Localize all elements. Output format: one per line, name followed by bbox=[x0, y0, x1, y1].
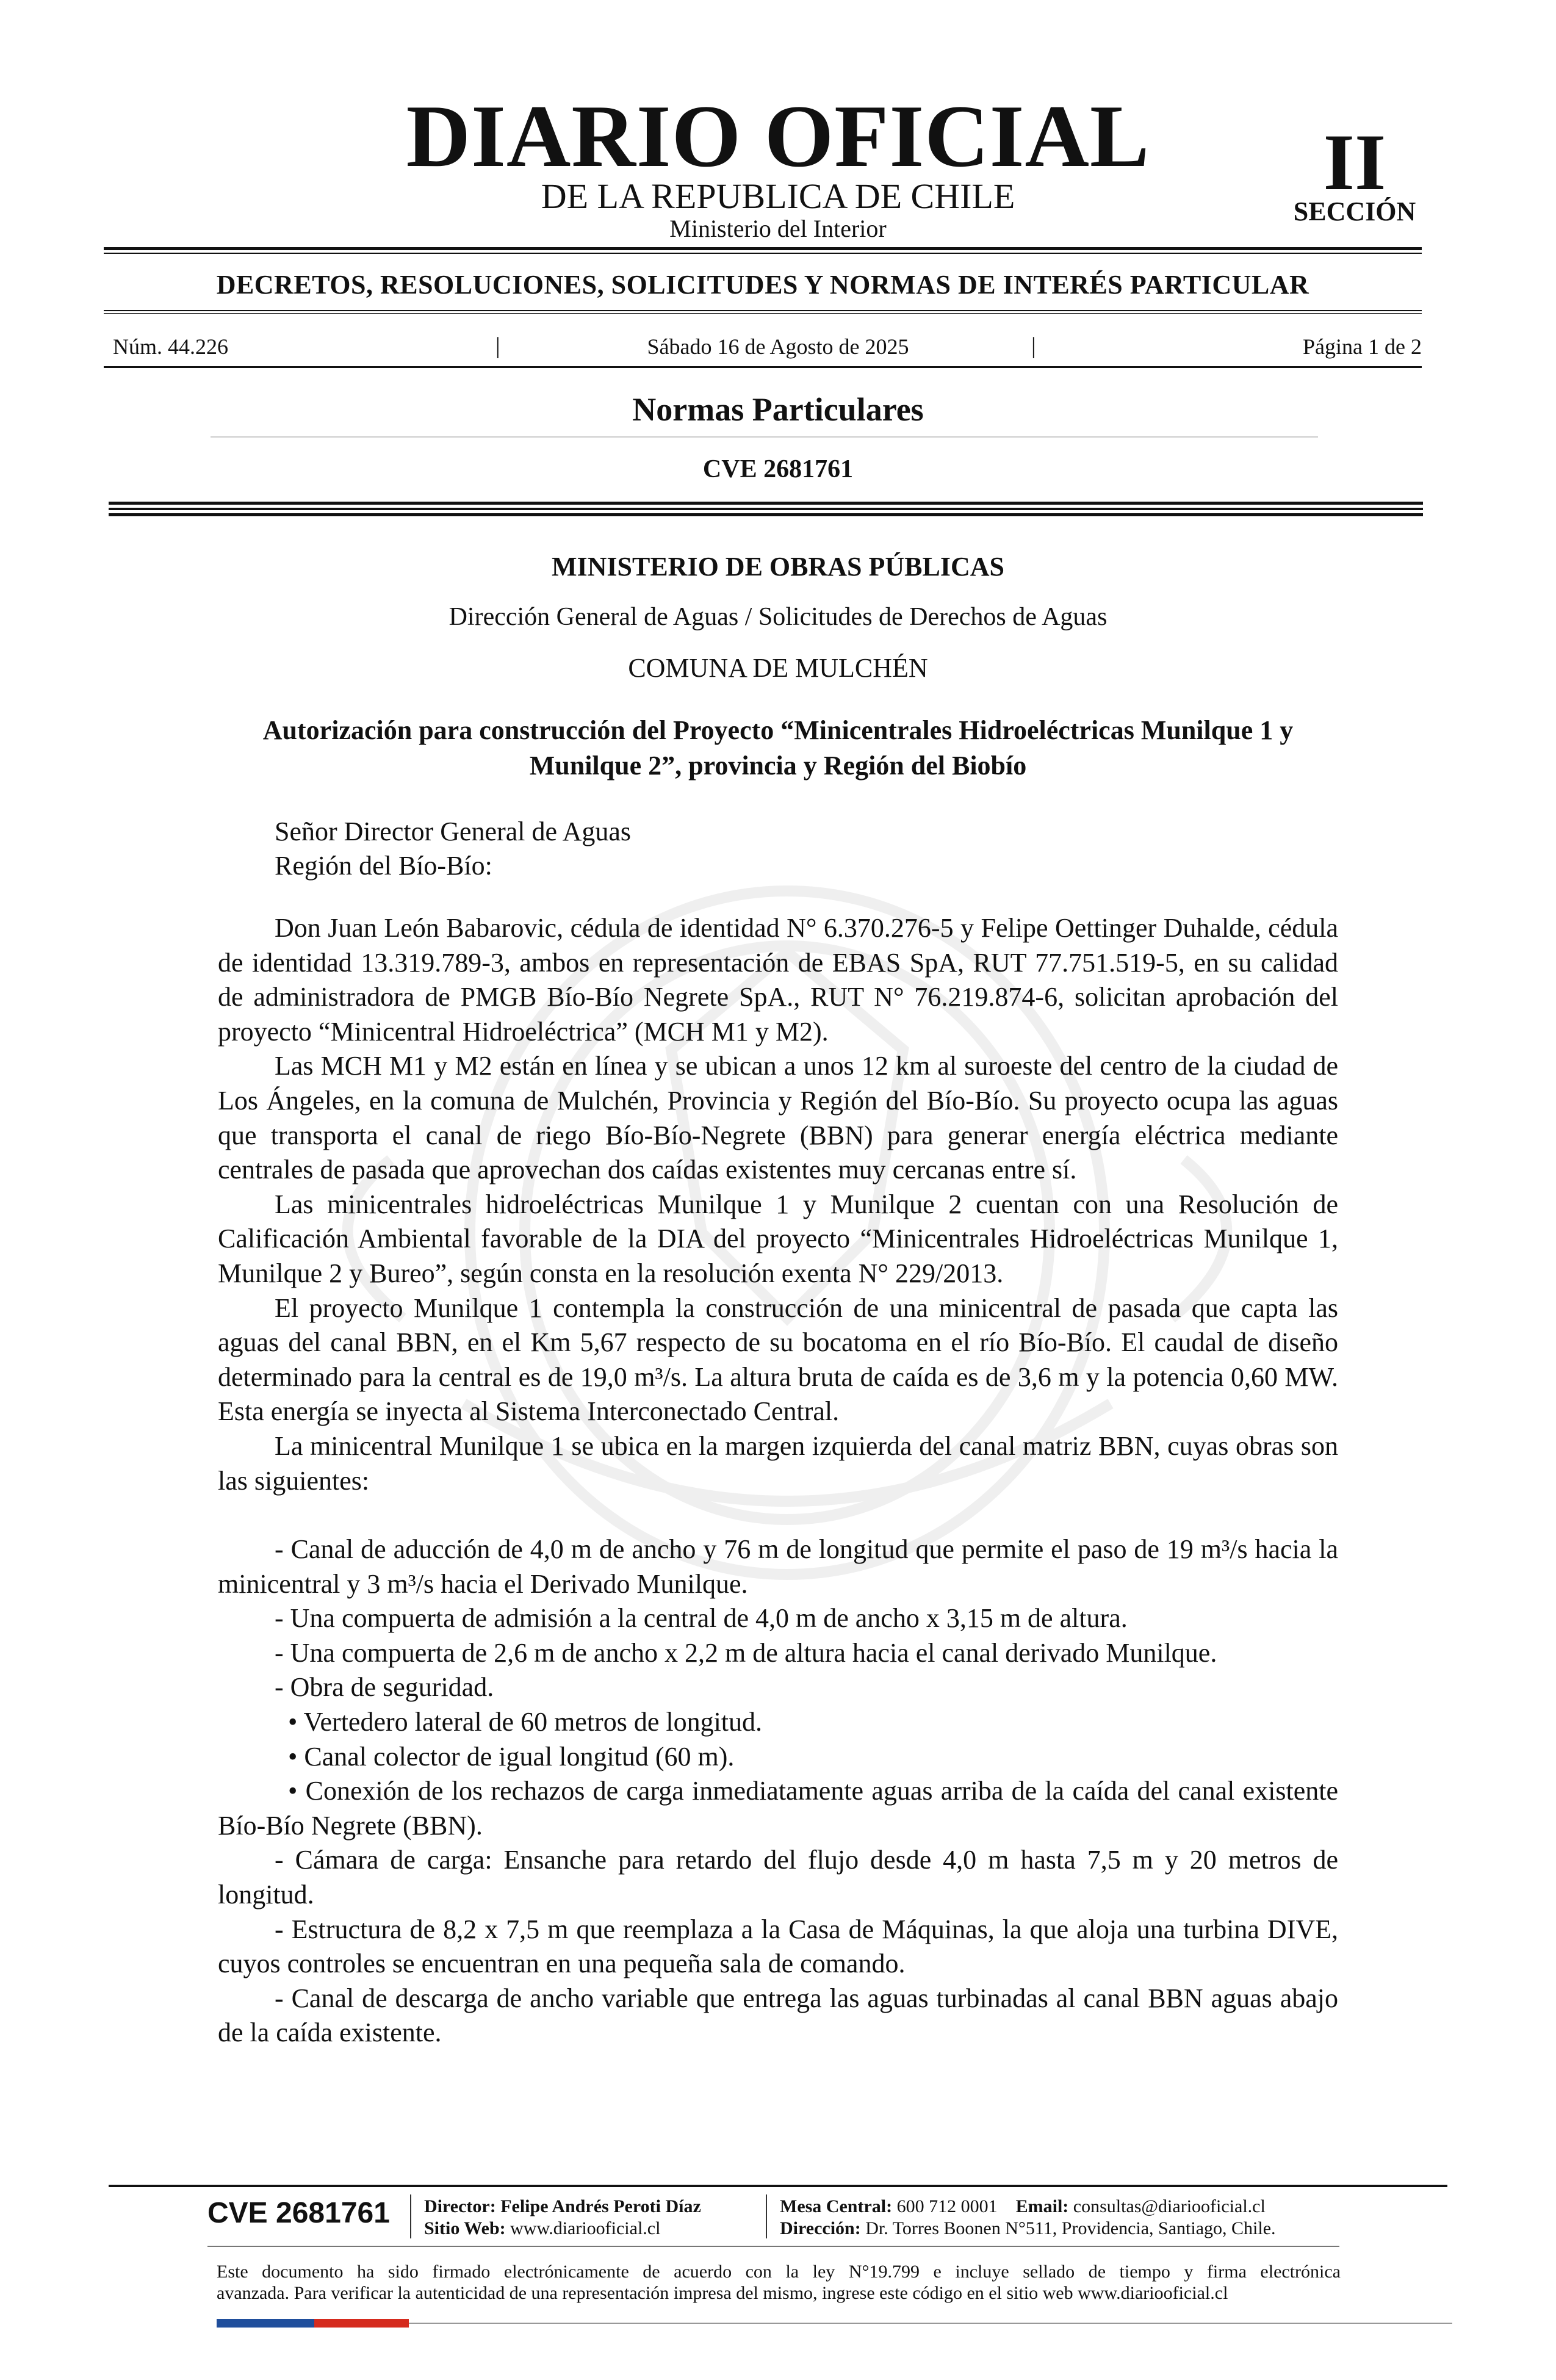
flag-stripe-blue bbox=[217, 2319, 314, 2328]
salutation-line: Señor Director General de Aguas bbox=[275, 817, 632, 846]
footer-contact-block bbox=[780, 2196, 1276, 2240]
info-separator: | bbox=[1031, 333, 1036, 359]
section-title-rule bbox=[211, 436, 1318, 438]
footer-director-block bbox=[424, 2196, 701, 2240]
works-list-item: - Canal de aducción de 4,0 m de ancho y 76 m de longitud que permite el paso de 19 m³/s hacia la minicentral y 3 m³/s hacia el Derivado Munilque. bbox=[218, 1534, 1338, 1599]
works-sub-item: • Canal colector de igual longitud (60 m). bbox=[288, 1741, 735, 1772]
footer-legal-line: Este documento ha sido firmado electrónicamente de acuerdo con la ley N°19.799 e incluye sellado de tiempo y firma electrónica bbox=[217, 2262, 1341, 2282]
document-body bbox=[218, 911, 1338, 2050]
footer-cve-code: CVE 2681761 bbox=[207, 2197, 390, 2229]
masthead-ministry: Ministerio del Interior bbox=[669, 215, 887, 242]
mesa-phone: 600 712 0001 bbox=[896, 2196, 998, 2216]
section-label: SECCIÓN bbox=[1293, 197, 1416, 226]
works-list-item: - Una compuerta de admisión a la central de 4,0 m de ancho x 3,15 m de altura. bbox=[275, 1603, 1128, 1634]
direccion-subheading: Dirección General de Aguas / Solicitudes de Derechos de Aguas bbox=[448, 603, 1108, 631]
section-number: II bbox=[1323, 117, 1386, 207]
body-paragraph: Las minicentrales hidroeléctricas Munilque 1 y Munilque 2 cuentan con una Resolución de Calificación Ambiental favorable de la DIA del proyecto “Minicentrales Hidroeléctricas Munilque 1, Munilque 2 y Bureo”, según consta en la resolución exenta N° 229/2013. bbox=[218, 1189, 1338, 1288]
masthead-title: DIARIO OFICIAL bbox=[406, 87, 1150, 186]
body-paragraph: Don Juan León Babarovic, cédula de identidad N° 6.370.276-5 y Felipe Oettinger Duhalde, cédula de identidad 13.319.789-3, ambos en representación de EBAS SpA, RUT 77.751.519-5, en su calidad de administradora de PMGB Bío-Bío Negrete SpA., RUT N° 76.219.874-6, solicitan aprobación del proyecto “Minicentral Hidroeléctrica” (MCH M1 y M2). bbox=[218, 913, 1338, 1047]
header-bottom-rule bbox=[109, 502, 1423, 505]
footer-separator bbox=[410, 2194, 411, 2238]
web-label: Sitio Web: bbox=[424, 2218, 506, 2238]
mesa-label: Mesa Central: bbox=[780, 2196, 893, 2216]
ministry-heading: MINISTERIO DE OBRAS PÚBLICAS bbox=[551, 552, 1005, 582]
masthead-subtitle: DE LA REPUBLICA DE CHILE bbox=[541, 176, 1015, 216]
works-sub-item: • Vertedero lateral de 60 metros de longitud. bbox=[288, 1707, 763, 1737]
document-title bbox=[207, 713, 1349, 784]
works-list-item: - Una compuerta de 2,6 m de ancho x 2,2 m de altura hacia el canal derivado Munilque. bbox=[275, 1637, 1217, 1668]
footer-top-rule bbox=[109, 2185, 1447, 2187]
issue-date: Sábado 16 de Agosto de 2025 bbox=[647, 334, 909, 359]
footer-legal-line: avanzada. Para verificar la autenticidad de una representación impresa del mismo, ingrese este código en el sitio web www.diariooficial.cl bbox=[217, 2283, 1228, 2303]
works-list-item: - Obra de seguridad. bbox=[275, 1672, 494, 1703]
comuna-heading: COMUNA DE MULCHÉN bbox=[628, 653, 928, 683]
body-paragraph: El proyecto Munilque 1 contempla la construcción de una minicentral de pasada que capta las aguas del canal BBN, en el Km 5,67 respecto de su bocatoma en el río Bío-Bío. El caudal de diseño determinado para la central es de 19,0 m³/s. La altura bruta de caída es de 3,6 m y la potencia 0,60 MW. Esta energía se inyecta al Sistema Interconectado Central. bbox=[218, 1293, 1338, 1427]
info-separator: | bbox=[495, 333, 500, 359]
footer-mid-rule bbox=[207, 2246, 1339, 2247]
email-label: Email: bbox=[1015, 2196, 1069, 2216]
body-paragraph: La minicentral Munilque 1 se ubica en la margen izquierda del canal matriz BBN, cuyas obras son las siguientes: bbox=[218, 1430, 1338, 1496]
banner-rule bbox=[104, 310, 1422, 311]
email-link[interactable]: consultas@diariooficial.cl bbox=[1073, 2196, 1266, 2216]
header-bottom-rule-2 bbox=[109, 508, 1423, 510]
salutation-line: Región del Bío-Bío: bbox=[275, 851, 492, 881]
director-name: Felipe Andrés Peroti Díaz bbox=[500, 2196, 701, 2216]
flag-stripe-red bbox=[314, 2319, 409, 2328]
works-list-item: - Estructura de 8,2 x 7,5 m que reemplaza a la Casa de Máquinas, la que aloja una turbina DIVE, cuyos controles se encuentran en una pequeña sala de comando. bbox=[218, 1914, 1338, 1979]
paragraph-spacer bbox=[218, 1498, 1338, 1532]
masthead-rule-thin bbox=[104, 253, 1422, 254]
page-indicator: Página 1 de 2 bbox=[1303, 334, 1422, 359]
issue-number: Núm. 44.226 bbox=[113, 334, 228, 359]
website-link[interactable]: www.diariooficial.cl bbox=[510, 2218, 661, 2238]
address-label: Dirección: bbox=[780, 2218, 861, 2238]
works-list-item: - Cámara de carga: Ensanche para retardo del flujo desde 4,0 m hasta 7,5 m y 20 metros de longitud. bbox=[218, 1845, 1338, 1910]
director-label: Director: bbox=[424, 2196, 496, 2216]
masthead-rule bbox=[104, 247, 1422, 250]
info-rule bbox=[104, 366, 1422, 368]
banner-rule-thin bbox=[104, 313, 1422, 314]
footer-bottom-rule bbox=[409, 2323, 1452, 2324]
document-title-line: Munilque 2”, provincia y Región del Biobío bbox=[529, 751, 1027, 781]
banner-heading: DECRETOS, RESOLUCIONES, SOLICITUDES Y NORMAS DE INTERÉS PARTICULAR bbox=[216, 270, 1309, 300]
footer-separator bbox=[766, 2194, 767, 2238]
body-paragraph: Las MCH M1 y M2 están en línea y se ubican a unos 12 km al suroeste del centro de la ciudad de Los Ángeles, en la comuna de Mulchén, Provincia y Región del Bío-Bío. Su proyecto ocupa las aguas que transporta el canal de riego Bío-Bío-Negrete (BBN) para generar energía eléctrica mediante centrales de pasada que aprovechan dos caídas existentes muy cercanas entre sí. bbox=[218, 1051, 1338, 1185]
section-title: Normas Particulares bbox=[632, 391, 924, 428]
salutation bbox=[275, 815, 631, 883]
document-title-line: Autorización para construcción del Proyecto “Minicentrales Hidroeléctricas Munilque 1 y bbox=[262, 715, 1294, 745]
address-text: Dr. Torres Boonen N°511, Providencia, Santiago, Chile. bbox=[865, 2218, 1276, 2238]
works-list-item: - Canal de descarga de ancho variable que entrega las aguas turbinadas al canal BBN aguas abajo de la caída existente. bbox=[218, 1983, 1338, 2048]
cve-code: CVE 2681761 bbox=[702, 455, 854, 483]
header-bottom-rule-3 bbox=[109, 513, 1423, 516]
works-sub-item: • Conexión de los rechazos de carga inmediatamente aguas arriba de la caída del canal existente Bío-Bío Negrete (BBN). bbox=[218, 1776, 1338, 1841]
